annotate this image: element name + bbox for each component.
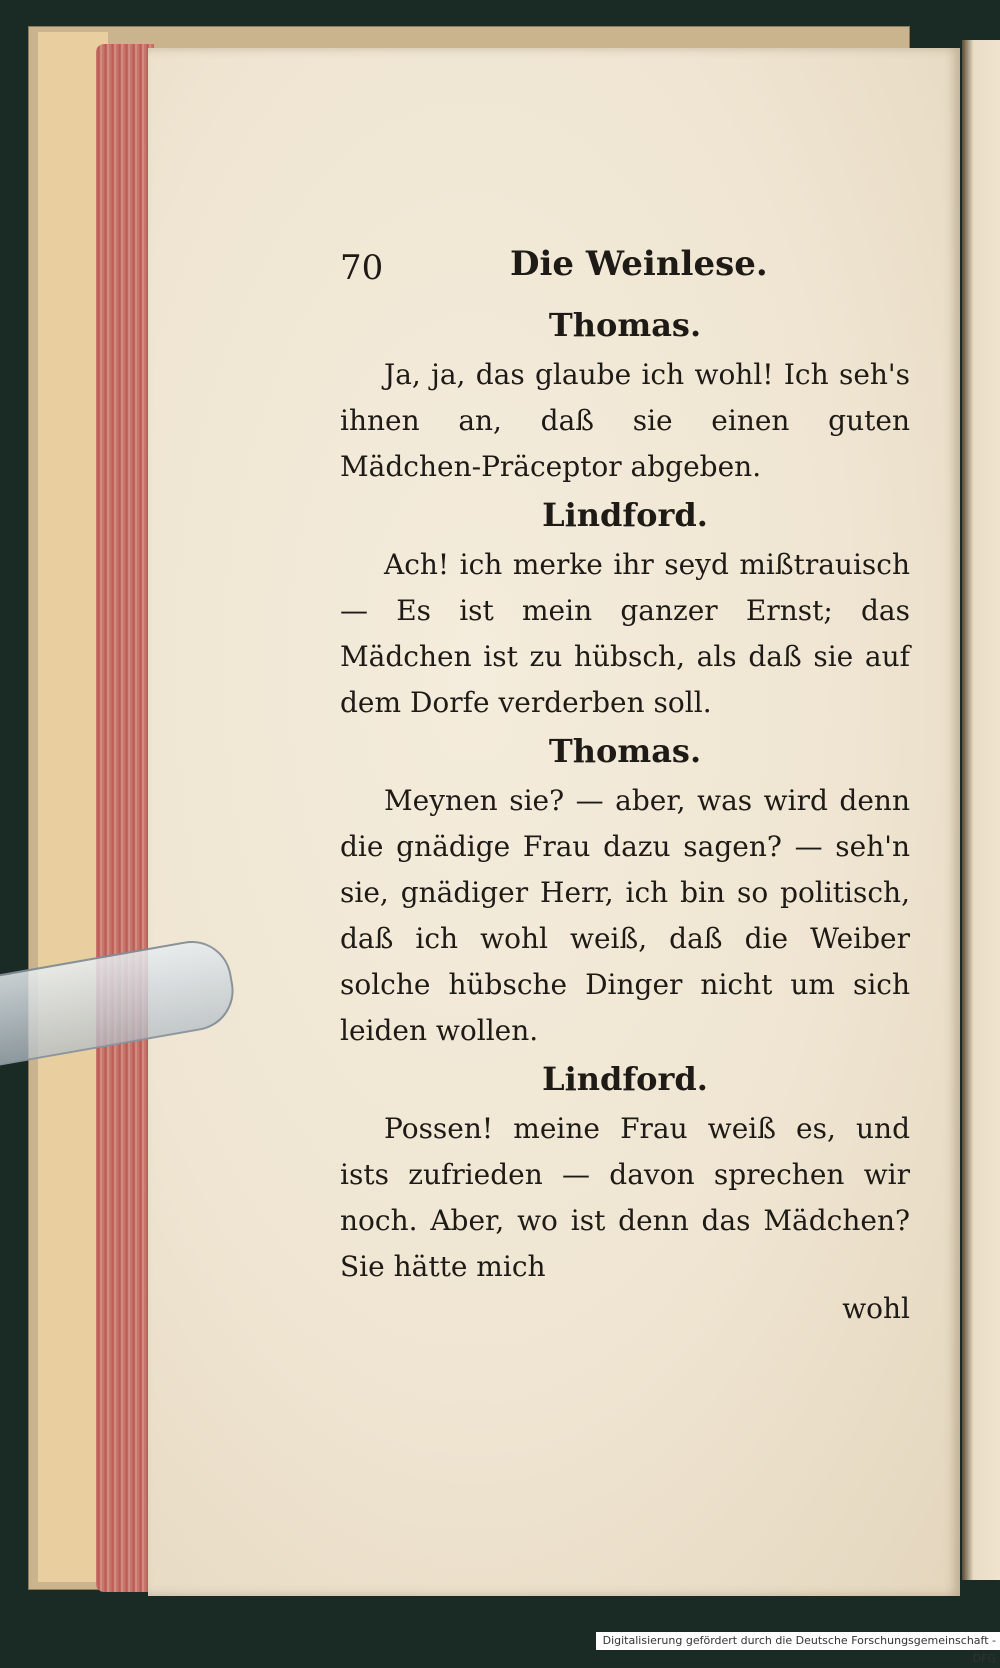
- catchword: wohl: [842, 1292, 910, 1325]
- page-text: [340, 240, 910, 1325]
- page-header: [340, 240, 910, 300]
- speech-text: Ach! ich merke ihr seyd mißtrauisch — Es ist mein ganzer Ernst; das Mädchen ist zu hübsch, als daß sie auf dem Dorfe verderben soll.: [340, 548, 910, 719]
- footer-credit: Digitalisierung gefördert durch die Deutsche Forschungsgemeinschaft - DFG: [596, 1632, 1000, 1650]
- page-edges-red: [96, 44, 154, 1592]
- running-title: Die Weinlese.: [510, 244, 768, 284]
- speech-paragraph: [340, 1106, 910, 1290]
- speaker-name: Lindford.: [542, 496, 708, 534]
- speech-paragraph: [340, 352, 910, 490]
- speaker-name: Thomas.: [548, 732, 702, 770]
- speech-paragraph: [340, 542, 910, 726]
- speech-text: Ja, ja, das glaube ich wohl! Ich seh's ihnen an, daß sie einen guten Mädchen-Präceptor abgeben.: [340, 358, 910, 483]
- next-page-edge: [962, 40, 1000, 1580]
- speech-text: Meynen sie? — aber, was wird denn die gnädige Frau dazu sagen? — seh'n sie, gnädiger Herr, ich bin so politisch, daß ich wohl weiß, daß die Weiber solche hübsche Dinger nicht um sich leiden wollen.: [340, 784, 910, 1047]
- speaker-name: Thomas.: [548, 306, 702, 344]
- page-number: 70: [340, 248, 384, 288]
- speech-text: Possen! meine Frau weiß es, und ists zufrieden — davon sprechen wir noch. Aber, wo ist denn das Mädchen? Sie hätte mich: [340, 1112, 910, 1283]
- speech-paragraph: [340, 778, 910, 1054]
- speaker-name: Lindford.: [542, 1060, 708, 1098]
